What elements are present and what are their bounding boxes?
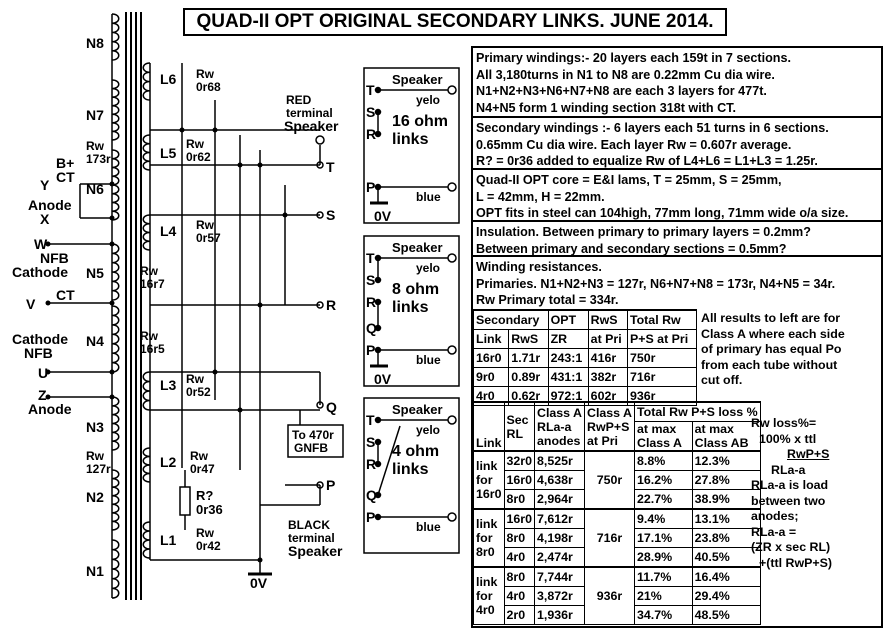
coil-winding	[112, 470, 119, 530]
note-line: Between primary and secondary sections = 0.5mm?	[476, 241, 787, 256]
th-loss: Total Rw P+S loss %	[635, 402, 761, 422]
note-line: Rw loss%=	[751, 416, 817, 430]
note-line: Class A where each side	[701, 326, 845, 341]
cell: 9.4%	[635, 509, 693, 529]
table-row	[474, 368, 697, 387]
cell: 38.9%	[692, 490, 760, 510]
cell: 34.7%	[635, 606, 693, 625]
winding-n2: N2	[86, 489, 104, 505]
rw-l4-label: Rw	[196, 218, 214, 232]
label-v: V	[26, 296, 36, 312]
link-terminal-t: T	[366, 250, 375, 266]
table-row	[474, 509, 761, 529]
label-b-plus: B+	[56, 155, 75, 171]
link-line: link	[476, 459, 498, 473]
black-terminal-line2: terminal	[288, 531, 335, 545]
rw-n6-value: 173r	[86, 152, 111, 166]
gnfb-line1: To 470r	[292, 428, 334, 442]
note-line: RwP+S	[787, 447, 830, 461]
th-class-a	[535, 402, 585, 451]
table-row	[474, 451, 761, 471]
note-line: (ZR x sec RL)	[751, 540, 831, 554]
coil-winding	[112, 80, 119, 140]
link-line: link	[476, 517, 498, 531]
cell: 16r0	[504, 509, 535, 529]
cell: 22.7%	[635, 490, 693, 510]
table-row	[474, 349, 697, 368]
class-a-note	[701, 311, 845, 389]
winding-n3: N3	[86, 419, 104, 435]
cell: 7,744r	[535, 567, 585, 587]
cell: 8r0	[504, 490, 535, 510]
coil-winding	[112, 540, 119, 598]
cell: 48.5%	[692, 606, 760, 625]
label-ct-top: CT	[56, 169, 75, 185]
group-link-cell	[474, 451, 505, 509]
cell: 382r	[588, 368, 627, 387]
note-line: Primary windings:- 20 layers each 159t in 7 sections.	[476, 51, 791, 65]
resistor-label: R?	[196, 488, 214, 503]
th-line: RwP+S	[587, 419, 630, 434]
label-z: Z	[38, 387, 47, 403]
note-line: Insulation. Between primary to primary layers = 0.2mm?	[476, 225, 811, 239]
links-label: links	[392, 131, 429, 148]
winding-l5: L5	[160, 145, 177, 161]
cell: 0.62r	[509, 387, 548, 406]
link-line: link	[476, 575, 498, 589]
coil-winding	[143, 522, 150, 558]
rw-l2-label: Rw	[190, 449, 208, 463]
terminal-t: T	[326, 159, 335, 175]
th-ps-at-pri: P+S at Pri	[627, 330, 696, 349]
table-row	[474, 567, 761, 587]
rw-l1-label: Rw	[196, 526, 214, 540]
note-line: N1+N2+N3+N6+N7+N8 are each 3 layers for 477t.	[476, 84, 767, 98]
links-label: links	[392, 299, 429, 316]
cell: 12.3%	[692, 451, 760, 471]
th-max-a	[635, 422, 693, 452]
cell: 8.8%	[635, 451, 693, 471]
note-line: cut off.	[701, 373, 743, 387]
group-link-cell	[474, 509, 505, 567]
cell: 936r	[627, 387, 696, 406]
th-rws: RwS	[588, 310, 627, 330]
loss-formula-note	[751, 416, 832, 571]
yelo-label: yelo	[416, 261, 441, 275]
cell: 1.71r	[509, 349, 548, 368]
page-title: QUAD-II OPT ORIGINAL SECONDARY LINKS. JUNE 2014.	[183, 8, 727, 36]
link-terminal-s: S	[366, 434, 376, 450]
note-line: All 3,180turns in N1 to N8 are 0.22mm Cu dia wire.	[476, 67, 775, 82]
speaker-label: Speaker	[392, 402, 443, 417]
th-line: Class A	[637, 436, 682, 450]
cell: 23.8%	[692, 529, 760, 548]
note-line: Quad-II OPT core = E&I lams, T = 25mm, S = 25mm,	[476, 173, 782, 187]
rw-n4-label: Rw	[140, 329, 158, 343]
label-nfb-top: NFB	[40, 250, 69, 266]
coil-winding	[112, 397, 119, 450]
note-line: L = 42mm, H = 22mm.	[476, 189, 605, 204]
note-line: RLa-a	[771, 462, 806, 477]
winding-l6: L6	[160, 71, 177, 87]
label-u: U	[38, 365, 49, 381]
th-max-ab	[692, 422, 760, 452]
cell: 3,872r	[535, 587, 585, 606]
label-cathode-top: Cathode	[12, 264, 68, 280]
coil-winding	[143, 215, 150, 250]
th-zr: ZR	[548, 330, 588, 349]
th-rws2: RwS	[509, 330, 548, 349]
ohm-label: 4 ohm	[392, 443, 440, 460]
th-link: Link	[474, 330, 509, 349]
note-line: Rw Primary total = 334r.	[476, 293, 619, 307]
winding-l2: L2	[160, 454, 177, 470]
cell: 431:1	[548, 368, 588, 387]
group-link-cell	[474, 567, 505, 625]
th-line: RL	[506, 426, 524, 441]
rw-n4-value: 16r5	[140, 342, 165, 356]
link-terminal-s: S	[366, 104, 376, 120]
link-ground-label: 0V	[374, 371, 392, 387]
th-line: Class AB	[694, 436, 749, 450]
note-line: anodes;	[751, 509, 799, 523]
link-terminal-q: Q	[366, 487, 377, 503]
link-ground-label: 0V	[374, 208, 392, 224]
links-label: links	[392, 461, 429, 478]
th-line: RLa-a	[537, 419, 572, 434]
link-box	[364, 236, 459, 387]
cell: 16r0	[474, 349, 509, 368]
label-anode-top: Anode	[28, 197, 72, 213]
link-terminal-p: P	[366, 342, 376, 358]
speaker-label: Speaker	[392, 240, 443, 255]
rw-l5-value: 0r62	[186, 150, 211, 164]
link-box	[364, 398, 459, 553]
note-line: R? = 0r36 added to equalize Rw of L4+L6 = L1+L3 = 1.25r.	[476, 154, 818, 168]
link-terminal-p: P	[366, 179, 376, 195]
th-rwps	[585, 402, 635, 451]
link-terminal-r: R	[366, 294, 377, 310]
rw-l3-value: 0r52	[186, 385, 211, 399]
blue-label: blue	[416, 520, 441, 534]
cell: 0.89r	[509, 368, 548, 387]
link-terminal-t: T	[366, 82, 375, 98]
red-terminal-line1: RED	[286, 93, 312, 107]
th-line: Class A	[537, 405, 582, 420]
link-line: 4r0	[476, 603, 495, 617]
rw-l1-value: 0r42	[196, 539, 221, 553]
rw-n5-label: Rw	[140, 264, 158, 278]
primary-windings-note	[473, 48, 881, 118]
cell: 7,612r	[535, 509, 585, 529]
terminal-q: Q	[326, 399, 337, 415]
cell: 9r0	[474, 368, 509, 387]
winding-l1: L1	[160, 532, 177, 548]
cell: 11.7%	[635, 567, 693, 587]
th-line: at Pri	[587, 433, 618, 448]
red-terminal-line2: terminal	[286, 106, 333, 120]
note-line: of primary has equal Po	[701, 342, 842, 356]
link-line: for	[476, 589, 493, 603]
cell: 602r	[588, 387, 627, 406]
resistor-value: 0r36	[196, 502, 223, 517]
winding-n6: N6	[86, 181, 104, 197]
label-anode-bot: Anode	[28, 401, 72, 417]
coil-winding	[112, 244, 119, 300]
cell: 16r0	[504, 471, 535, 490]
note-line: 100% x ttl	[759, 431, 817, 446]
cell: 2,474r	[535, 548, 585, 568]
note-line: Winding resistances.	[476, 260, 602, 274]
secondary-link-table	[473, 309, 697, 406]
cell: 29.4%	[692, 587, 760, 606]
th-line: Sec	[506, 412, 529, 427]
note-line: between two	[751, 493, 826, 508]
cell: 16.4%	[692, 567, 760, 587]
cell: 416r	[588, 349, 627, 368]
cell: 16.2%	[635, 471, 693, 490]
cell: 32r0	[504, 451, 535, 471]
rwps-cell: 716r	[585, 509, 635, 567]
link-terminal-r: R	[366, 126, 377, 142]
note-line: All results to left are for	[701, 311, 841, 325]
link-box	[364, 68, 459, 224]
rw-l3-label: Rw	[186, 372, 204, 386]
cell: 21%	[635, 587, 693, 606]
rw-n5-value: 16r7	[140, 277, 165, 291]
label-ct-mid: CT	[56, 287, 75, 303]
ohm-label: 8 ohm	[392, 281, 440, 298]
link-terminal-p: P	[366, 509, 376, 525]
link-line: for	[476, 531, 493, 545]
label-cathode-bot: Cathode	[12, 331, 68, 347]
cell: 4,638r	[535, 471, 585, 490]
blue-label: blue	[416, 190, 441, 204]
winding-n8: N8	[86, 35, 104, 51]
th-total-rw: Total Rw	[627, 310, 696, 330]
black-terminal-line3: Speaker	[288, 543, 343, 559]
note-line: from each tube without	[701, 357, 838, 372]
cell: 750r	[627, 349, 696, 368]
th-line: at max	[694, 422, 734, 436]
note-line: N4+N5 form 1 winding section 318t with CT.	[476, 100, 736, 115]
link-terminal-t: T	[366, 412, 375, 428]
note-line: Secondary windings :- 6 layers each 51 turns in 6 sections.	[476, 121, 829, 135]
th-line: anodes	[537, 433, 581, 448]
cell: 8,525r	[535, 451, 585, 471]
cell: 28.9%	[635, 548, 693, 568]
rwps-cell: 750r	[585, 451, 635, 509]
rw-l6-label: Rw	[196, 67, 214, 81]
speaker-label: Speaker	[392, 72, 443, 87]
winding-resistances-note	[473, 257, 881, 309]
coil-winding	[143, 135, 150, 170]
black-terminal-line1: BLACK	[288, 518, 330, 532]
cell: 716r	[627, 368, 696, 387]
cell: 13.1%	[692, 509, 760, 529]
core-note	[473, 170, 881, 222]
yelo-label: yelo	[416, 423, 441, 437]
notes-panel	[471, 46, 883, 628]
rw-l6-value: 0r68	[196, 80, 221, 94]
th-line: at max	[637, 422, 677, 436]
note-line: OPT fits in steel can 104high, 77mm long, 71mm wide o/a size.	[476, 206, 849, 220]
cell: 4r0	[504, 548, 535, 568]
rw-n3-label: Rw	[86, 449, 104, 463]
terminal-p: P	[326, 477, 336, 493]
gnfb-line2: GNFB	[294, 441, 328, 455]
note-line: RLa-a =	[751, 524, 797, 539]
cell: 4r0	[504, 587, 535, 606]
th-link: Link	[474, 402, 505, 451]
ohm-label: 16 ohm	[392, 113, 449, 130]
link-line: for	[476, 473, 493, 487]
cell: 4,198r	[535, 529, 585, 548]
blue-label: blue	[416, 353, 441, 367]
yelo-label: yelo	[416, 93, 441, 107]
secondary-windings-note	[473, 118, 881, 170]
coil-winding	[143, 63, 150, 100]
winding-n1: N1	[86, 563, 104, 579]
rwps-cell: 936r	[585, 567, 635, 625]
rw-n6-label: Rw	[86, 139, 104, 153]
label-w: W	[34, 236, 48, 252]
cell: 8r0	[504, 567, 535, 587]
cell: 17.1%	[635, 529, 693, 548]
terminal-r: R	[326, 297, 337, 313]
th-line: Class A	[587, 405, 632, 420]
coil-winding	[112, 306, 119, 372]
label-x: X	[40, 211, 50, 227]
rw-l4-value: 0r57	[196, 231, 221, 245]
rw-l5-label: Rw	[186, 137, 204, 151]
cell: 2r0	[504, 606, 535, 625]
label-y: Y	[40, 177, 50, 193]
link-terminal-q: Q	[366, 320, 377, 336]
rw-l2-value: 0r47	[190, 462, 215, 476]
note-line: +(ttl RwP+S)	[759, 555, 832, 570]
link-terminal-r: R	[366, 456, 377, 472]
cell: 8r0	[504, 529, 535, 548]
winding-l4: L4	[160, 223, 177, 239]
link-line: 16r0	[476, 487, 502, 501]
note-line: Primaries. N1+N2+N3 = 127r, N6+N7+N8 = 173r, N4+N5 = 34r.	[476, 276, 836, 291]
link-line: 8r0	[476, 545, 495, 559]
winding-n4: N4	[86, 333, 104, 349]
rw-n3-value: 127r	[86, 462, 111, 476]
note-line: RLa-a is load	[751, 478, 829, 492]
winding-n7: N7	[86, 107, 104, 123]
th-opt: OPT	[548, 310, 588, 330]
insulation-note	[473, 222, 881, 257]
winding-n5: N5	[86, 265, 104, 281]
winding-l3: L3	[160, 377, 177, 393]
coil-winding	[112, 14, 119, 60]
cell: 40.5%	[692, 548, 760, 568]
cell: 4r0	[474, 387, 509, 406]
link-terminal-s: S	[366, 272, 376, 288]
coil-winding	[143, 372, 150, 410]
coil-winding	[143, 448, 150, 482]
note-line: 0.65mm Cu dia wire. Each layer Rw = 0.607r average.	[476, 137, 792, 152]
th-sec-rl	[504, 402, 535, 451]
loss-table	[473, 401, 761, 625]
terminal-s: S	[326, 207, 336, 223]
label-nfb-bot: NFB	[24, 345, 53, 361]
cell: 972:1	[548, 387, 588, 406]
cell: 243:1	[548, 349, 588, 368]
cell: 2,964r	[535, 490, 585, 510]
cell: 1,936r	[535, 606, 585, 625]
ground-label: 0V	[250, 575, 268, 591]
cell: 27.8%	[692, 471, 760, 490]
th-secondary: Secondary	[474, 310, 549, 330]
red-terminal-line3: Speaker	[284, 118, 339, 134]
th-at-pri: at Pri	[588, 330, 627, 349]
